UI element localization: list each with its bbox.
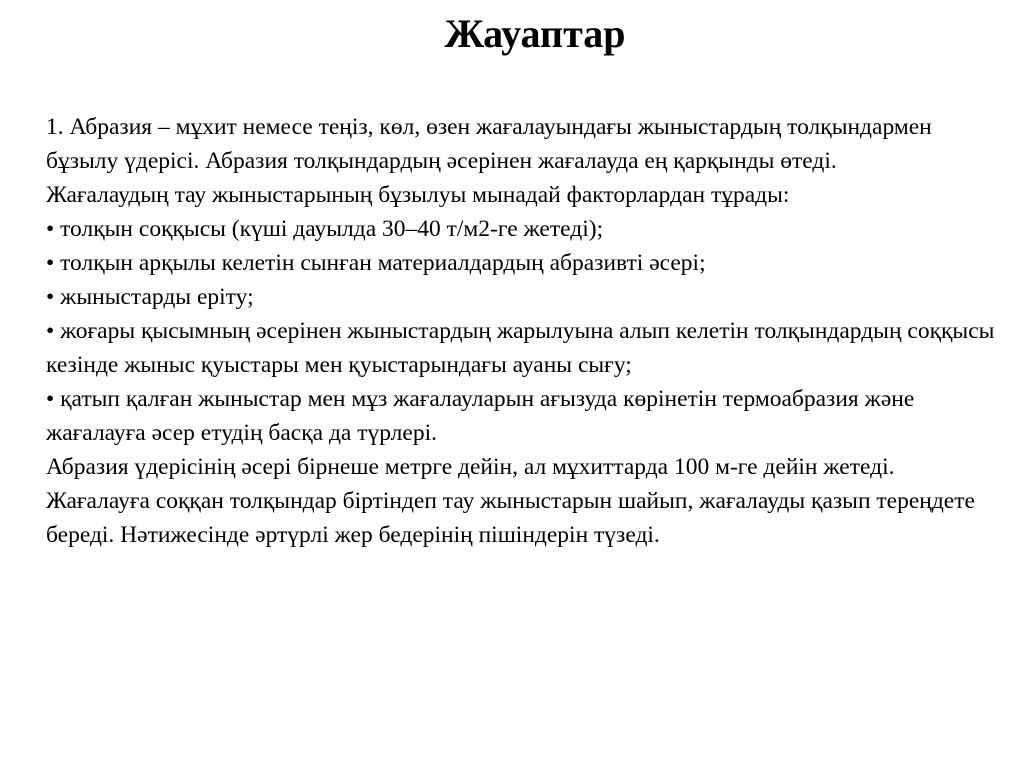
- bullet-air-compression: • жоғары қысымның әсерінен жыныстардың жарылуына алып келетін толқындардың соққысы кезінде жыныс қуыстары мен қуыстарындағы ауаны сығу;: [46, 318, 995, 378]
- slide-title: Жауаптар: [444, 11, 626, 56]
- slide-body: [46, 110, 996, 552]
- bullet-dissolution: • жыныстарды еріту;: [46, 284, 254, 310]
- bullet-thermoabrasion: • қатып қалған жыныстар мен мұз жағалауларын ағызуда көрінетін термоабразия және жағалауға әсер етудің басқа да түрлері.: [46, 386, 915, 446]
- bullet-wave-impact: • толқын соққысы (күші дауылда 30–40 т/м2-ге жетеді);: [46, 216, 604, 242]
- bullet-abrasive-effect: • толқын арқылы келетін сынған материалдардың абразивті әсері;: [46, 250, 706, 276]
- paragraph-definition: 1. Абразия – мұхит немесе теңіз, көл, өзен жағалауындағы жыныстардың толқындармен бұзылу үдерісі. Абразия толқындардың әсерінен жағалауда ең қарқынды өтеді.: [46, 114, 932, 174]
- paragraph-extent: Абразия үдерісінің әсері бірнеше метрге дейін, ал мұхиттарда 100 м-ге дейін жетеді.: [46, 454, 895, 480]
- paragraph-factors-intro: Жағалаудың тау жыныстарының бұзылуы мынадай факторлардан тұрады:: [46, 182, 790, 208]
- paragraph-result: Жағалауға соққан толқындар біртіндеп тау жыныстарын шайып, жағалауды қазып тереңдете береді. Нәтижесінде әртүрлі жер бедерінің пішіндерін түзеді.: [46, 488, 975, 548]
